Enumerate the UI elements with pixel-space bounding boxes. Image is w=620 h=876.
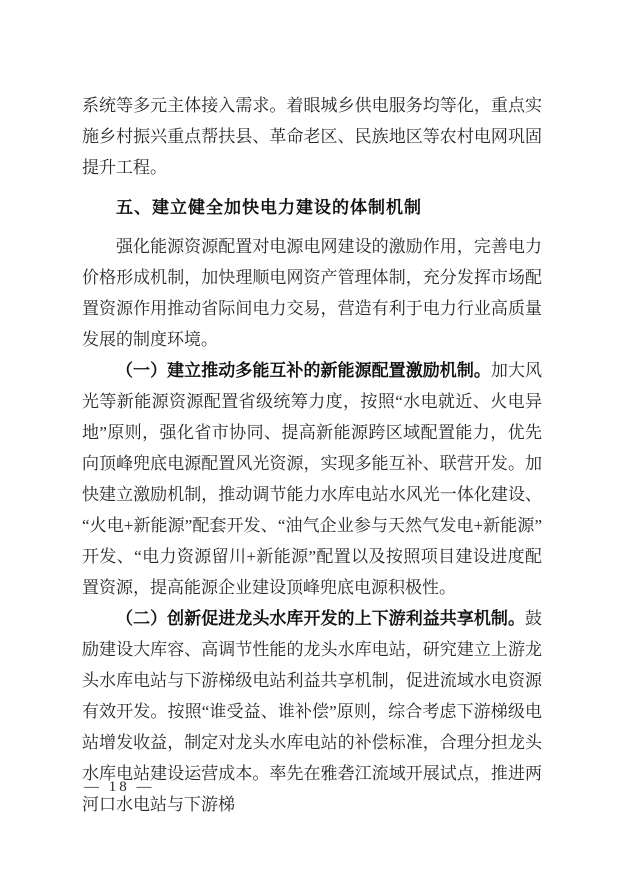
paragraph-item-2-lead: （二）创新促进龙头水库开发的上下游利益共享机制。 (116, 609, 525, 628)
section-heading: 五、建立健全加快电力建设的体制机制 (116, 198, 422, 217)
paragraph-overview: 强化能源资源配置对电源电网建设的激励作用，完善电力价格形成机制，加快理顺电网资产管理体制，充分发挥市场配置资源作用推动省际间电力交易，营造有利于电力行业高质量发展的制度环境。 (82, 237, 542, 349)
paragraph-item-1-lead: （一）建立推动多能互补的新能源配置激励机制。 (116, 361, 491, 380)
paragraph-item-1 (82, 355, 542, 603)
paragraph-item-1-text: 加大风光等新能源资源配置省级统筹力度，按照“水电就近、火电异地”原则，强化省市协同、提高新能源跨区域配置能力，优先向顶峰兜底电源配置风光资源，实现多能互补、联营开发。加快建立激励机制，推动调节能力水库电站水风光一体化建设、“火电+新能源”配套开发、“油气企业参与天然气发电+新能源”开发、“电力资源留川+新能源”配置以及按照项目建设进度配置资源，提高能源企业建设顶峰兜底电源积极性。 (82, 361, 543, 597)
paragraph-item-2-text: 鼓励建设大库容、高调节性能的龙头水库电站，研究建立上游龙头水库电站与下游梯级电站利益共享机制，促进流域水电资源有效开发。按照“谁受益、谁补偿”原则，综合考虑下游梯级电站增发收益，制定对龙头水库电站的补偿标准，合理分担龙头水库电站建设运营成本。率先在雅砻江流域开展试点，推进两河口水电站与下游梯 (82, 609, 542, 814)
continuation-paragraph: 系统等多元主体接入需求。着眼城乡供电服务均等化，重点实施乡村振兴重点帮扶县、革命老区、民族地区等农村电网巩固提升工程。 (82, 96, 542, 177)
page-content (82, 90, 542, 820)
page-number: — 18 — (84, 779, 155, 795)
